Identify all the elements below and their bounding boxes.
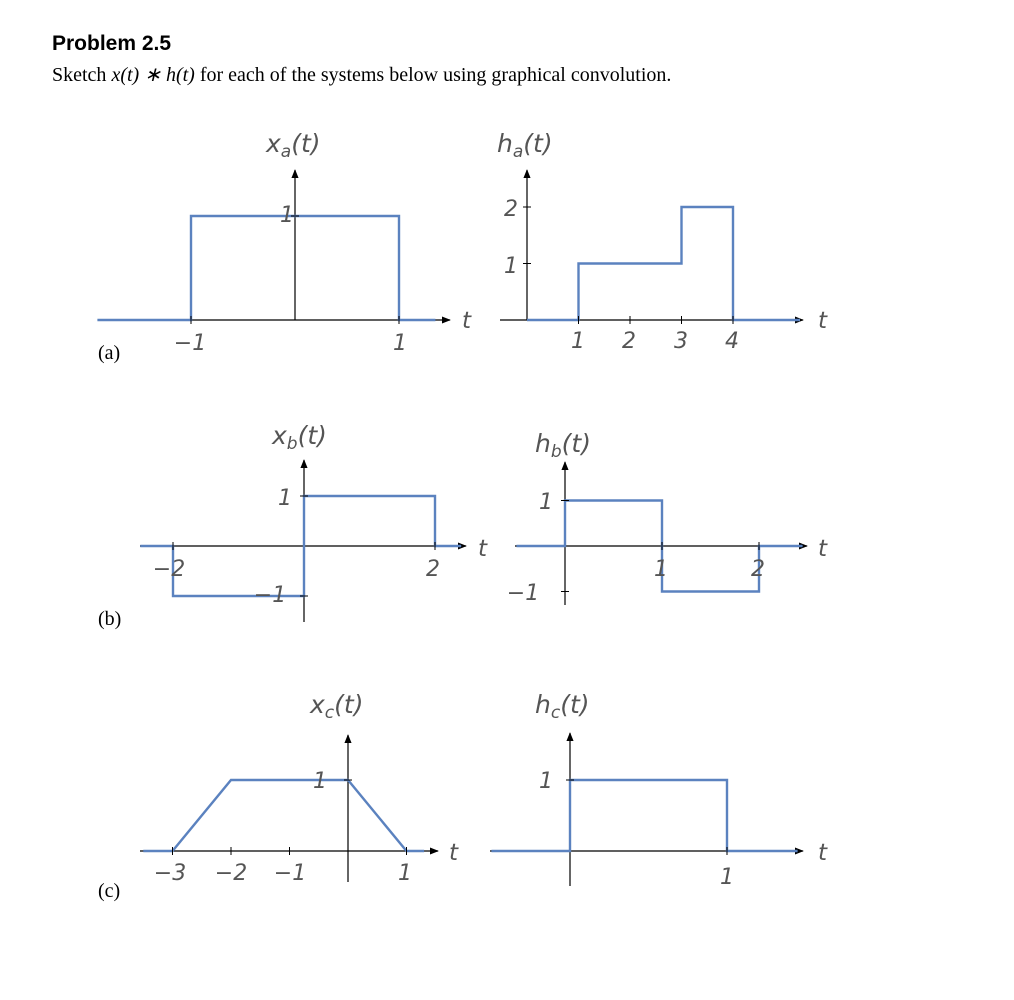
xb-plot (140, 421, 488, 622)
xb-y-tick-label: −1 (253, 583, 287, 608)
ha-function-label: $h_a(t)$ (497, 129, 553, 162)
ha-signal-trace (527, 207, 800, 320)
problem-title: Problem 2.5 (52, 32, 172, 55)
xb-function-label: $x_b(t)$ (272, 421, 327, 454)
hb-x-tick-label: 1 (654, 557, 668, 582)
prompt-math: x(t) ∗ h(t) (111, 64, 195, 86)
part-a-label: (a) (98, 342, 121, 364)
xa-function-label: $x_a(t)$ (266, 129, 321, 162)
hc-function-label: $h_c(t)$ (535, 690, 590, 723)
ha-x-tick-label: 4 (725, 329, 739, 354)
hc-x-tick-label: 1 (720, 865, 734, 890)
hb-function-label: $h_b(t)$ (535, 429, 591, 462)
xc-y-tick-label: 1 (313, 769, 327, 794)
xa-plot (97, 129, 472, 356)
hb-x-tick-label: 2 (751, 557, 765, 582)
ha-axis-variable: t (818, 308, 828, 334)
hb-y-tick-label: −1 (506, 581, 540, 606)
xc-x-tick-label: −1 (273, 861, 307, 886)
prompt-suffix: for each of the systems below using graphical convolution. (194, 64, 672, 86)
xa-x-tick-label: −1 (173, 331, 207, 356)
hb-plot (507, 429, 828, 606)
xa-axis-variable: t (462, 308, 472, 334)
xc-x-tick-label: −3 (153, 861, 187, 886)
xc-function-label: $x_c(t)$ (310, 690, 364, 723)
ha-plot (497, 129, 828, 354)
xc-x-tick-label: 1 (398, 861, 412, 886)
xb-axis-variable: t (478, 536, 488, 562)
hb-y-tick-label: 1 (539, 490, 553, 515)
xa-signal-trace (97, 216, 435, 320)
hb-axis-variable: t (818, 536, 828, 562)
hc-y-tick-label: 1 (539, 769, 553, 794)
xb-y-tick-label: 1 (278, 486, 292, 511)
xc-signal-trace (143, 780, 424, 851)
xb-x-tick-label: −2 (152, 557, 186, 582)
ha-y-tick-label: 1 (504, 254, 518, 279)
hc-signal-trace (492, 780, 798, 851)
ha-x-tick-label: 3 (674, 329, 688, 354)
ha-x-tick-label: 1 (571, 329, 585, 354)
part-b-label: (b) (98, 608, 122, 630)
hc-plot (490, 690, 828, 890)
ha-x-tick-label: 2 (622, 329, 636, 354)
part-c-label: (c) (98, 880, 121, 902)
prompt-prefix: Sketch (52, 64, 112, 86)
xc-axis-variable: t (449, 840, 459, 866)
xb-x-tick-label: 2 (426, 557, 440, 582)
xc-x-tick-label: −2 (214, 861, 248, 886)
xc-plot (140, 690, 459, 886)
xa-y-tick-label: 1 (280, 203, 294, 228)
hc-axis-variable: t (818, 840, 828, 866)
xa-x-tick-label: 1 (393, 331, 407, 356)
ha-y-tick-label: 2 (504, 197, 518, 222)
